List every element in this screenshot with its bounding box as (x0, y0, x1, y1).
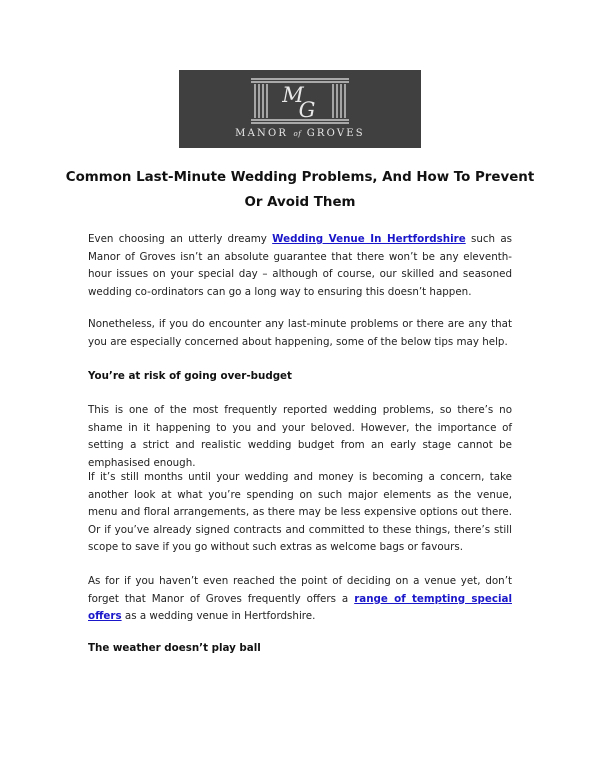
budget-paragraph-1: This is one of the most frequently reported wedding problems, so there’s no shame in it happening to you and your beloved. However, the importance of setting a strict and realistic wedding budget from an early stage cannot be emphasised enough. (88, 404, 512, 469)
article-title: Common Last-Minute Wedding Problems, And How To Prevent Or Avoid Them (65, 170, 535, 210)
section-heading-over-budget: You’re at risk of going over-budget (88, 370, 292, 382)
monogram-m: M (282, 83, 304, 107)
manor-of-groves-logo (179, 70, 421, 148)
budget-paragraph-2: If it’s still months until your wedding and money is becoming a concern, take another look at what you’re spending on such major elements as the venue, menu and floral arrangements, as there may be less expensive options out there. Or if you’ve already signed contracts and committed to these things, there’s still scope to save if you go without such extras as welcome bags or favours. (88, 471, 512, 553)
intro-paragraph: Even choosing an utterly dreamy Wedding Venue In Hertfordshire such as Manor of Groves isn’t an absolute guarantee that there won’t be any eleventh-hour issues on your special day – although of course, our skilled and seasoned wedding co-ordinators can go a long way to ensuring this doesn’t happen. (88, 233, 512, 298)
section-heading-weather: The weather doesn’t play ball (88, 642, 261, 654)
logo-wordmark: MANOR of GROVES (235, 128, 365, 139)
tips-intro-paragraph: Nonetheless, if you do encounter any last-minute problems or there are any that you are especially concerned about happening, some of the below tips may help. (88, 318, 512, 348)
special-offers-link[interactable]: range of tempting special offers (88, 592, 512, 622)
monogram-g: G (298, 98, 316, 122)
wedding-venue-link[interactable]: Wedding Venue In Hertfordshire (272, 233, 466, 245)
venue-offers-paragraph: As for if you haven’t even reached the point of deciding on a venue yet, don’t forget that Manor of Groves frequently offers a range of tempting special offers as a wedding venue in Hertfordshire. (88, 575, 512, 622)
pillared-monogram-emblem (245, 76, 355, 124)
